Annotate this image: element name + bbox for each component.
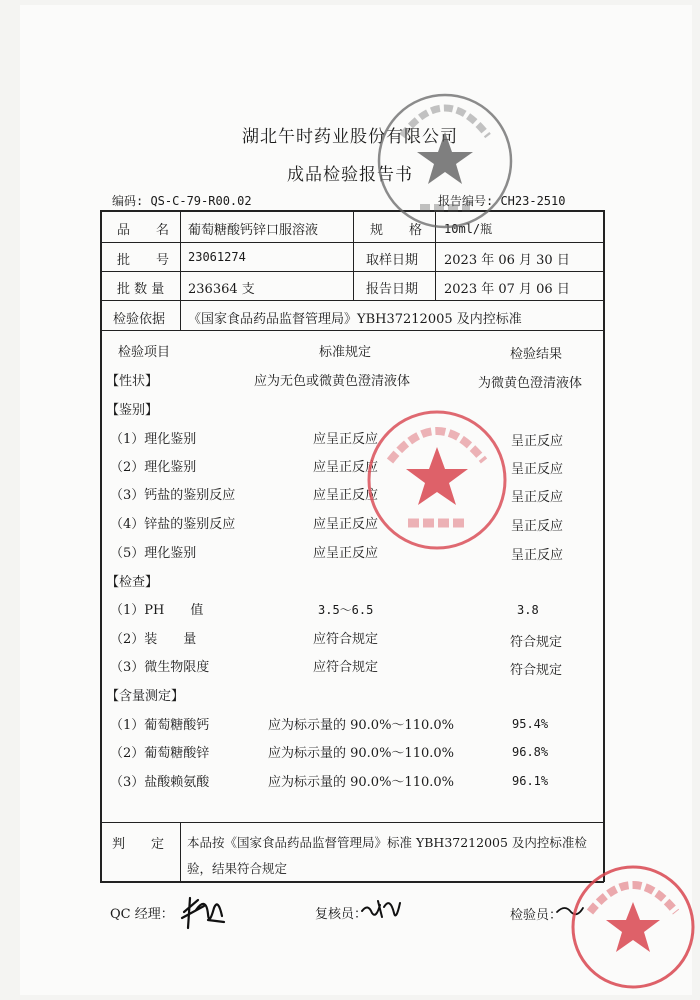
- ident-row-5-standard: 应呈正反应: [313, 546, 379, 561]
- ident-row-3-standard: 应呈正反应: [313, 488, 379, 503]
- inspection-seal-stamp: [372, 88, 518, 234]
- qc-manager-label: QC 经理：: [110, 907, 174, 922]
- batch-label: 批 号: [117, 253, 170, 268]
- sample-date-label: 取样日期: [366, 253, 419, 268]
- inspect-row-2-standard: 应符合规定: [313, 632, 379, 647]
- ident-row-2-standard: 应呈正反应: [313, 460, 379, 475]
- company-name: 湖北午时药业股份有限公司: [242, 127, 458, 147]
- distributor-seal-stamp: [566, 860, 700, 994]
- quantity-value: 236364 支: [188, 282, 255, 297]
- batch-value: 23061274: [188, 250, 246, 264]
- assay-row-3-result: 96.1%: [512, 774, 549, 788]
- inspect-row-2-item: （2）装 量: [110, 632, 197, 647]
- assay-row-2-result: 96.8%: [512, 745, 549, 759]
- appearance-standard: 应为无色或微黄色澄清液体: [254, 374, 411, 389]
- ident-row-5-result: 呈正反应: [511, 548, 564, 563]
- section-appearance: 【性状】: [106, 374, 159, 389]
- reviewer-signature-scribble: [360, 893, 404, 925]
- inspector-label: 检验员：: [510, 908, 563, 923]
- assay-row-3-standard: 应为标示量的 90.0%～110.0%: [268, 775, 454, 790]
- inspect-row-1-item: （1）PH 值: [110, 603, 204, 618]
- report-title: 成品检验报告书: [287, 165, 413, 185]
- reviewer-label: 复核员：: [315, 907, 368, 922]
- assay-row-2-standard: 应为标示量的 90.0%～110.0%: [268, 746, 454, 761]
- quantity-label: 批 数 量: [117, 282, 165, 297]
- ident-row-2-item: （2）理化鉴别: [110, 460, 197, 475]
- ident-row-1-result: 呈正反应: [511, 434, 564, 449]
- ident-row-3-item: （3）钙盐的鉴别反应: [110, 488, 236, 503]
- assay-row-1-item: （1）葡萄糖酸钙: [110, 718, 210, 733]
- spec-label: 规 格: [370, 223, 423, 238]
- col-standard-header: 标准规定: [319, 345, 372, 360]
- report-number: 报告编号: CH23-2510: [438, 194, 566, 208]
- inspect-row-1-result: 3.8: [517, 603, 539, 617]
- section-inspection: 【检查】: [106, 575, 159, 590]
- basis-label: 检验依据: [113, 312, 166, 327]
- report-date-value: 2023 年 07 月 06 日: [444, 282, 570, 297]
- assay-row-1-result: 95.4%: [512, 717, 549, 731]
- inspect-row-3-result: 符合规定: [510, 663, 563, 678]
- assay-row-3-item: （3）盐酸赖氨酸: [110, 775, 210, 790]
- conclusion-label: 判 定: [112, 837, 165, 852]
- conclusion-line-2: 验，结果符合规定: [187, 861, 288, 876]
- product-name-label: 品 名: [117, 223, 170, 238]
- ident-row-4-item: （4）锌盐的鉴别反应: [110, 517, 236, 532]
- section-identification: 【鉴别】: [106, 403, 159, 418]
- appearance-result: 为微黄色澄清液体: [478, 376, 583, 391]
- inspect-row-1-standard: 3.5～6.5: [318, 603, 374, 617]
- assay-row-2-item: （2）葡萄糖酸锌: [110, 746, 210, 761]
- ident-row-4-result: 呈正反应: [511, 519, 564, 534]
- sample-date-value: 2023 年 06 月 30 日: [444, 253, 570, 268]
- ident-row-1-item: （1）理化鉴别: [110, 432, 197, 447]
- product-name-value: 葡萄糖酸钙锌口服溶液: [188, 223, 319, 238]
- qc-signature-scribble: [178, 892, 230, 932]
- inspect-row-3-standard: 应符合规定: [313, 660, 379, 675]
- quality-seal-stamp: [362, 405, 512, 555]
- ident-row-1-standard: 应呈正反应: [313, 432, 379, 447]
- spec-value: 10ml/瓶: [444, 222, 493, 236]
- assay-row-1-standard: 应为标示量的 90.0%～110.0%: [268, 718, 454, 733]
- ident-row-3-result: 呈正反应: [511, 490, 564, 505]
- inspect-row-3-item: （3）微生物限度: [110, 660, 210, 675]
- ident-row-2-result: 呈正反应: [511, 462, 564, 477]
- form-code: 编码: QS-C-79-R00.02: [112, 194, 252, 208]
- section-assay: 【含量测定】: [106, 689, 185, 704]
- ident-row-5-item: （5）理化鉴别: [110, 546, 197, 561]
- col-result-header: 检验结果: [510, 347, 563, 362]
- inspect-row-2-result: 符合规定: [510, 635, 563, 650]
- col-item-header: 检验项目: [118, 345, 171, 360]
- ident-row-4-standard: 应呈正反应: [313, 517, 379, 532]
- basis-value: 《国家食品药品监督管理局》YBH37212005 及内控标准: [188, 312, 522, 327]
- conclusion-line-1: 本品按《国家食品药品监督管理局》标准 YBH37212005 及内控标准检: [187, 835, 587, 850]
- report-date-label: 报告日期: [366, 282, 419, 297]
